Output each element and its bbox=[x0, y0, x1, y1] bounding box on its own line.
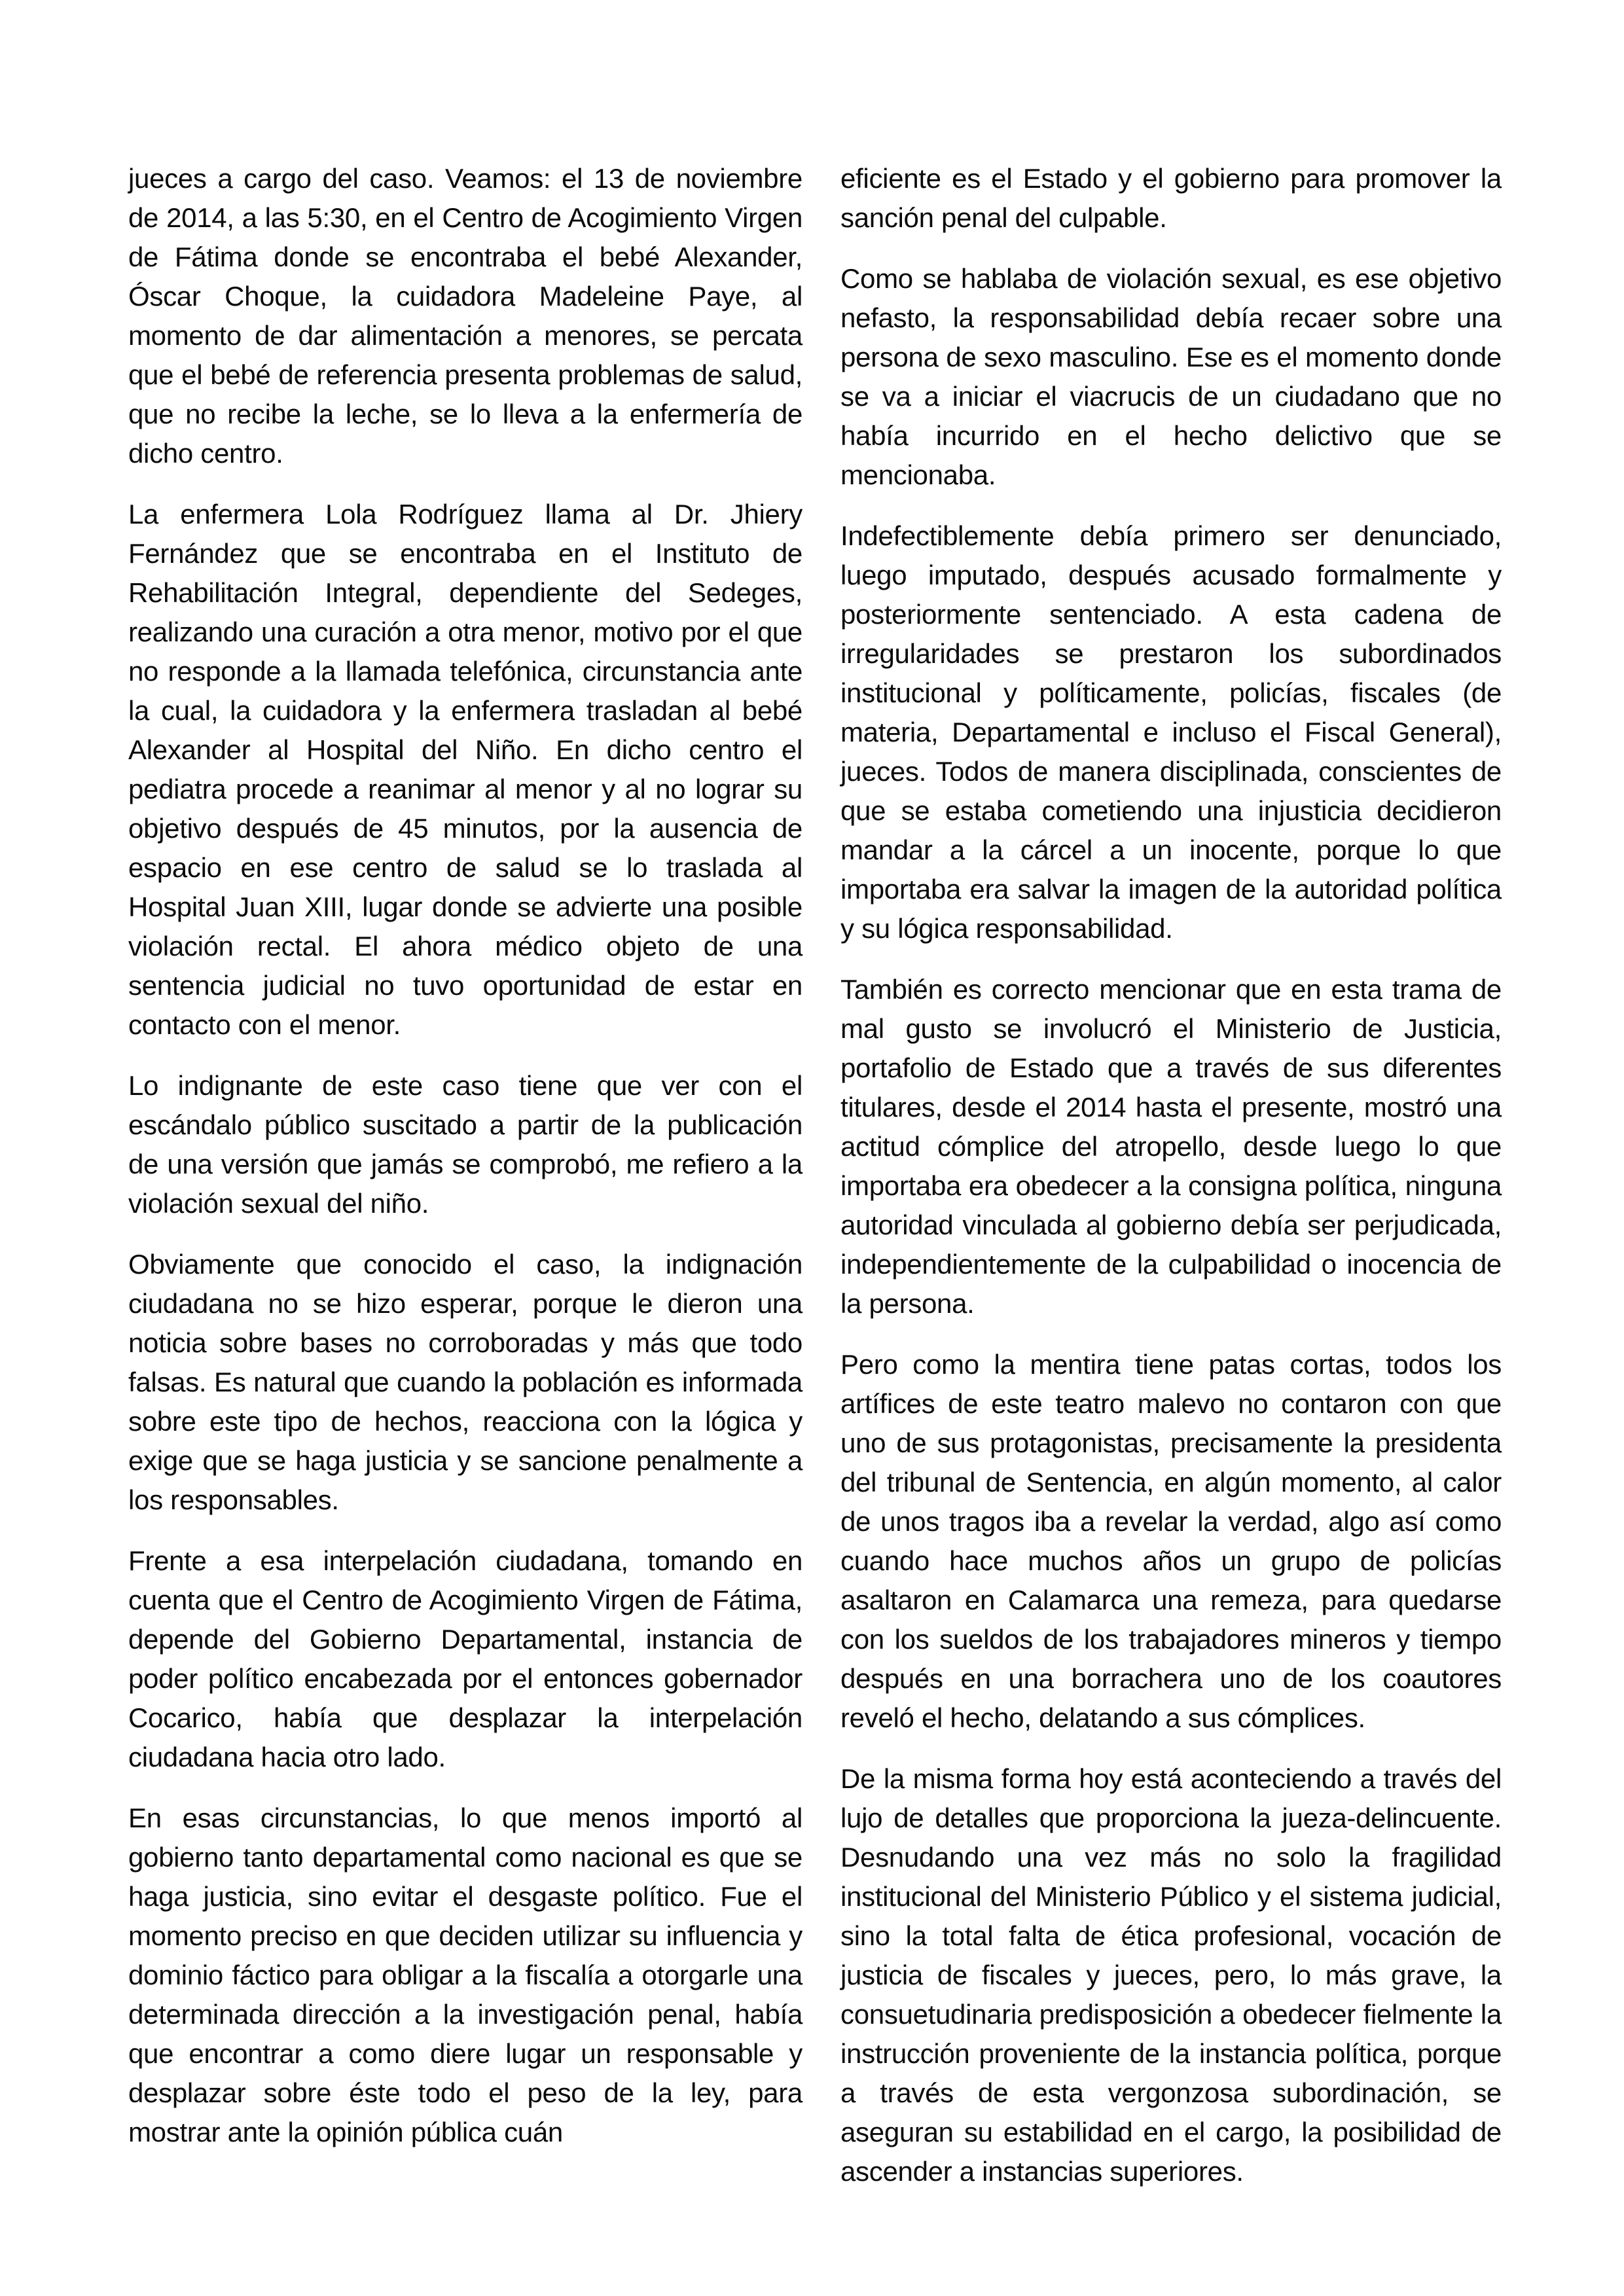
paragraph: eficiente es el Estado y el gobierno para promover la sanción penal del culpable. bbox=[840, 163, 1502, 233]
paragraph: De la misma forma hoy está aconteciendo a través del lujo de detalles que proporciona la jueza-delincuente. Desnudando una vez más no solo la fragilidad institucional del Ministerio Público y el sistema judicial, sino la total falta de ética profesional, vocación de justicia de fiscales y jueces, pero, lo más grave, la consuetudinaria predisposición a obedecer fielmente la instrucción proveniente de la instancia política, porque a través de esta vergonzosa subordinación, se aseguran su estabilidad en el cargo, la posibilidad de ascender a instancias superiores. bbox=[840, 1763, 1502, 2187]
paragraph: Frente a esa interpelación ciudadana, tomando en cuenta que el Centro de Acogimiento Virgen de Fátima, depende del Gobierno Departamental, instancia de poder político encabezada por el entonces gobernador Cocarico, había que desplazar la interpelación ciudadana hacia otro lado. bbox=[128, 1545, 803, 1772]
paragraph: Como se hablaba de violación sexual, es ese objetivo nefasto, la responsabilidad debía recaer sobre una persona de sexo masculino. Ese es el momento donde se va a iniciar el viacrucis de un ciudadano que no había incurrido en el hecho delictivo que se mencionaba. bbox=[840, 263, 1502, 490]
paragraph: También es correcto mencionar que en esta trama de mal gusto se involucró el Ministerio de Justicia, portafolio de Estado que a través de sus diferentes titulares, desde el 2014 hasta el presente, mostró una actitud cómplice del atropello, desde luego lo que importaba era obedecer a la consigna política, ninguna autoridad vinculada al gobierno debía ser perjudicada, independientemente de la culpabilidad o inocencia de la persona. bbox=[840, 974, 1502, 1319]
paragraph: La enfermera Lola Rodríguez llama al Dr. Jhiery Fernández que se encontraba en el Instituto de Rehabilitación Integral, dependiente del Sedeges, realizando una curación a otra menor, motivo por el que no responde a la llamada telefónica, circunstancia ante la cual, la cuidadora y la enfermera trasladan al bebé Alexander al Hospital del Niño. En dicho centro el pediatra procede a reanimar al menor y al no lograr su objetivo después de 45 minutos, por la ausencia de espacio en ese centro de salud se lo traslada al Hospital Juan XIII, lugar donde se advierte una posible violación rectal. El ahora médico objeto de una sentencia judicial no tuvo oportunidad de estar en contacto con el menor. bbox=[128, 499, 803, 1040]
paragraph: En esas circunstancias, lo que menos importó al gobierno tanto departamental como nacional es que se haga justicia, sino evitar el desgaste político. Fue el momento preciso en que deciden utilizar su influencia y dominio fáctico para obligar a la fiscalía a otorgarle una determinada dirección a la investigación penal, había que encontrar a como diere lugar un responsable y desplazar sobre éste todo el peso de la ley, para mostrar ante la opinión pública cuán bbox=[128, 1803, 803, 2147]
paragraph: Lo indignante de este caso tiene que ver con el escándalo público suscitado a partir de la publicación de una versión que jamás se comprobó, me refiero a la violación sexual del niño. bbox=[128, 1070, 803, 1219]
paragraph: Indefectiblemente debía primero ser denunciado, luego imputado, después acusado formalmente y posteriormente sentenciado. A esta cadena de irregularidades se prestaron los subordinados institucional y políticamente, policías, fiscales (de materia, Departamental e incluso el Fiscal General), jueces. Todos de manera disciplinada, conscientes de que se estaba cometiendo una injusticia decidieron mandar a la cárcel a un inocente, porque lo que importaba era salvar la imagen de la autoridad política y su lógica responsabilidad. bbox=[840, 520, 1502, 944]
paragraph: Pero como la mentira tiene patas cortas, todos los artífices de este teatro malevo no contaron con que uno de sus protagonistas, precisamente la presidenta del tribunal de Sentencia, en algún momento, al calor de unos tragos iba a revelar la verdad, algo así como cuando hace muchos años un grupo de policías asaltaron en Calamarca una remeza, para quedarse con los sueldos de los trabajadores mineros y tiempo después en una borrachera uno de los coautores reveló el hecho, delatando a sus cómplices. bbox=[840, 1349, 1502, 1733]
right-column bbox=[840, 159, 1502, 2191]
document-page bbox=[128, 159, 1502, 2191]
left-column bbox=[128, 159, 803, 2152]
paragraph: jueces a cargo del caso. Veamos: el 13 de noviembre de 2014, a las 5:30, en el Centro de Acogimiento Virgen de Fátima donde se encontraba el bebé Alexander, Óscar Choque, la cuidadora Madeleine Paye, al momento de dar alimentación a menores, se percata que el bebé de referencia presenta problemas de salud, que no recibe la leche, se lo lleva a la enfermería de dicho centro. bbox=[128, 163, 803, 469]
paragraph: Obviamente que conocido el caso, la indignación ciudadana no se hizo esperar, porque le dieron una noticia sobre bases no corroboradas y más que todo falsas. Es natural que cuando la población es informada sobre este tipo de hechos, reacciona con la lógica y exige que se haga justicia y se sancione penalmente a los responsables. bbox=[128, 1249, 803, 1515]
